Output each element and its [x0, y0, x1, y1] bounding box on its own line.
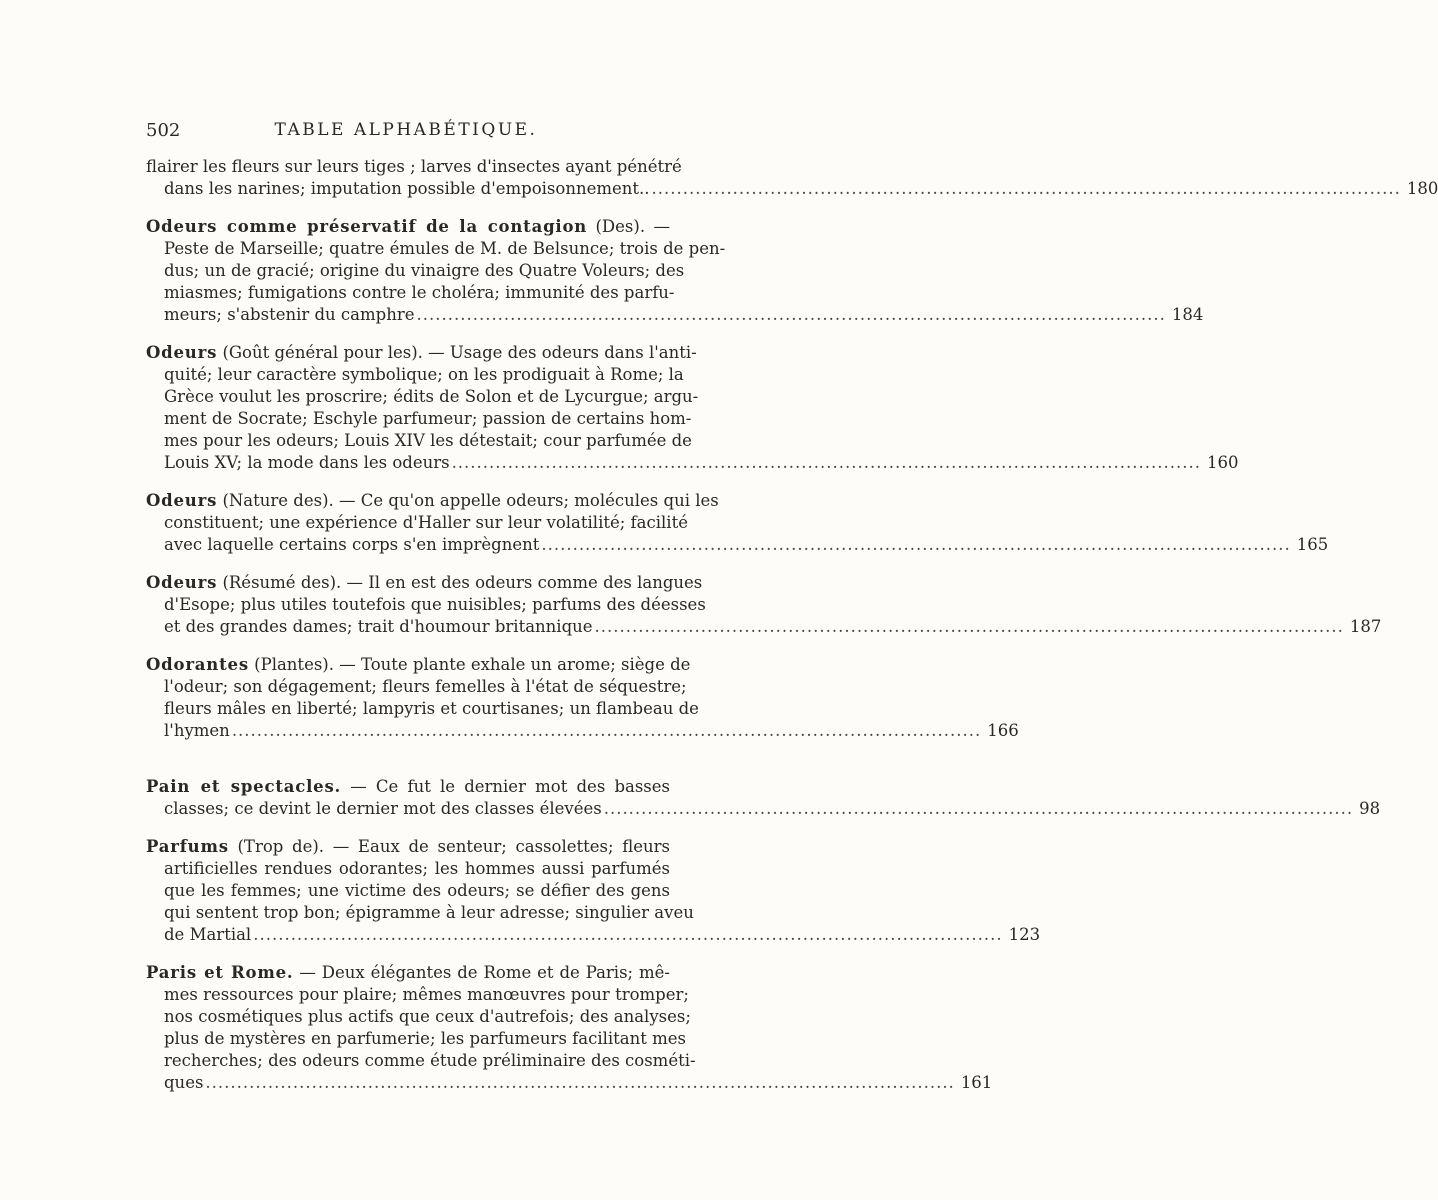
entry-text: Louis XV; la mode dans les odeurs: [164, 453, 450, 472]
entry-line: [164, 304, 1204, 326]
entry-line: [164, 364, 684, 386]
leader-dots: ........................................................................................................................: [451, 453, 1201, 472]
entry-line: [164, 1050, 696, 1072]
entry-line: [146, 490, 719, 512]
entry-text: ment de Socrate; Eschyle parfumeur; passion de certains hom-: [164, 409, 692, 428]
entry-line: [146, 836, 670, 858]
index-entry: [146, 490, 1329, 556]
entry-text: mes ressources pour plaire; mêmes manœuvres pour tromper;: [164, 985, 689, 1004]
entry-line: [164, 386, 699, 408]
entry-text: plus de mystères en parfumerie; les parfumeurs facilitant mes: [164, 1029, 687, 1048]
entry-text: constituent; une expérience d'Haller sur leur volatilité; facilité: [164, 513, 688, 532]
index-entry: [146, 342, 1239, 474]
entry-text: recherches; des odeurs comme étude préliminaire des cosméti-: [164, 1051, 696, 1070]
index-entry: [146, 654, 1019, 742]
entry-page-number: 160: [1206, 453, 1239, 472]
leader-dots: ........................................................................................................................: [603, 799, 1354, 818]
entry-text: d'Esope; plus utiles toutefois que nuisibles; parfums des déesses: [164, 595, 706, 614]
entry-text: classes; ce devint le dernier mot des classes élevées: [164, 799, 602, 818]
leader-dots: ........................................................................................................................: [541, 535, 1291, 554]
entry-text: Grèce voulut les proscrire; édits de Solon et de Lycurgue; argu-: [164, 387, 699, 406]
entry-line: [146, 156, 682, 178]
entry-text: (Des). —: [595, 217, 670, 236]
index-entry: [146, 836, 1041, 946]
entry-text: avec laquelle certains corps s'en imprègnent: [164, 535, 540, 554]
entry-text: flairer les fleurs sur leurs tiges ; larves d'insectes ayant pénétré: [146, 157, 682, 176]
entry-line: [164, 880, 670, 902]
entry-page-number: 184: [1171, 305, 1204, 324]
entry-line: [164, 720, 1019, 742]
entry-line: [164, 238, 726, 260]
entry-page-number: 166: [987, 721, 1019, 740]
entry-heading: Pain et spectacles.: [146, 777, 342, 796]
entry-line: [164, 798, 1381, 820]
entry-line: [164, 1006, 691, 1028]
index-entry: [146, 216, 1204, 326]
entry-line: [146, 776, 670, 798]
index-entry: [146, 572, 1382, 638]
entry-page-number: 187: [1349, 617, 1382, 636]
entry-text: qui sentent trop bon; épigramme à leur adresse; singulier aveu: [164, 903, 694, 922]
leader-dots: ........................................................................................................................: [651, 179, 1401, 198]
entry-text: l'odeur; son dégagement; fleurs femelles à l'état de séquestre;: [164, 677, 687, 696]
entry-text: dans les narines; imputation possible d'empoisonnement..: [164, 179, 650, 198]
entry-text: miasmes; fumigations contre le choléra; immunité des parfu-: [164, 283, 675, 302]
entry-line: [146, 654, 691, 676]
entry-text: mes pour les odeurs; Louis XIV les détestait; cour parfumée de: [164, 431, 692, 450]
entry-line: [164, 452, 1239, 474]
entry-text: quité; leur caractère symbolique; on les prodiguait à Rome; la: [164, 365, 684, 384]
entry-text: et des grandes dames; trait d'houmour britannique: [164, 617, 593, 636]
entry-page-number: 165: [1296, 535, 1329, 554]
entry-text: meurs; s'abstenir du camphre: [164, 305, 415, 324]
index-entry: [146, 776, 1381, 820]
entry-heading: Parfums: [146, 837, 229, 856]
index-entries: [146, 156, 1438, 1094]
leader-dots: ........................................................................................................................: [594, 617, 1344, 636]
entry-text: (Résumé des). — Il en est des odeurs comme des langues: [222, 573, 703, 592]
entry-line: [164, 984, 689, 1006]
entry-heading: Odeurs: [146, 491, 218, 510]
entry-line: [164, 594, 706, 616]
entry-line: [164, 616, 1382, 638]
entry-text: — Deux élégantes de Rome et de Paris; mê-: [299, 963, 670, 982]
running-title: TABLE ALPHABÉTIQUE.: [274, 120, 538, 140]
entry-text: artificielles rendues odorantes; les hommes aussi parfumés: [164, 859, 670, 878]
entry-line: [146, 342, 697, 364]
entry-line: [146, 216, 670, 238]
entry-line: [164, 534, 1329, 556]
index-entry: [146, 962, 993, 1094]
entry-text: (Nature des). — Ce qu'on appelle odeurs; molécules qui les: [222, 491, 719, 510]
entry-line: [164, 924, 1041, 946]
entry-line: [164, 282, 675, 304]
entry-text: fleurs mâles en liberté; lampyris et courtisanes; un flambeau de: [164, 699, 699, 718]
entry-line: [164, 260, 685, 282]
leader-dots: ........................................................................................................................: [253, 925, 1003, 944]
leader-dots: ........................................................................................................................: [416, 305, 1166, 324]
entry-text: (Plantes). — Toute plante exhale un arome; siège de: [254, 655, 691, 674]
entry-line: [146, 572, 703, 594]
entry-page-number: 180: [1406, 179, 1438, 198]
entry-page-number: 98: [1359, 799, 1381, 818]
entry-text: — Ce fut le dernier mot des basses: [350, 777, 671, 796]
entry-line: [164, 676, 687, 698]
entry-line: [164, 858, 670, 880]
entry-text: dus; un de gracié; origine du vinaigre des Quatre Voleurs; des: [164, 261, 685, 280]
entry-heading: Odeurs: [146, 343, 218, 362]
entry-line: [164, 430, 692, 452]
entry-line: [146, 962, 670, 984]
entry-page-number: 161: [960, 1073, 993, 1092]
entry-text: nos cosmétiques plus actifs que ceux d'autrefois; des analyses;: [164, 1007, 691, 1026]
entry-line: [164, 1028, 687, 1050]
entry-text: (Trop de). — Eaux de senteur; cassolettes; fleurs: [237, 837, 670, 856]
entry-text: (Goût général pour les). — Usage des odeurs dans l'anti-: [222, 343, 697, 362]
entry-text: de Martial: [164, 925, 252, 944]
entry-line: [164, 698, 699, 720]
entry-line: [164, 902, 694, 924]
entry-text: Peste de Marseille; quatre émules de M. de Belsunce; trois de pen-: [164, 239, 726, 258]
entry-heading: Odeurs comme préservatif de la contagion: [146, 217, 588, 236]
entry-heading: Odorantes: [146, 655, 249, 674]
entry-line: [164, 408, 692, 430]
entry-text: ques: [164, 1073, 204, 1092]
entry-line: [164, 512, 688, 534]
leader-dots: ........................................................................................................................: [205, 1073, 955, 1092]
entry-page-number: 123: [1008, 925, 1041, 944]
running-header: [146, 120, 666, 144]
entry-text: l'hymen: [164, 721, 230, 740]
entry-line: [164, 1072, 993, 1094]
entry-line: [164, 178, 1438, 200]
entry-text: que les femmes; une victime des odeurs; se défier des gens: [164, 881, 670, 900]
index-entry: [146, 156, 1438, 200]
page-number: 502: [146, 120, 181, 141]
entry-heading: Paris et Rome.: [146, 963, 294, 982]
entry-heading: Odeurs: [146, 573, 218, 592]
leader-dots: ........................................................................................................................: [231, 721, 982, 740]
